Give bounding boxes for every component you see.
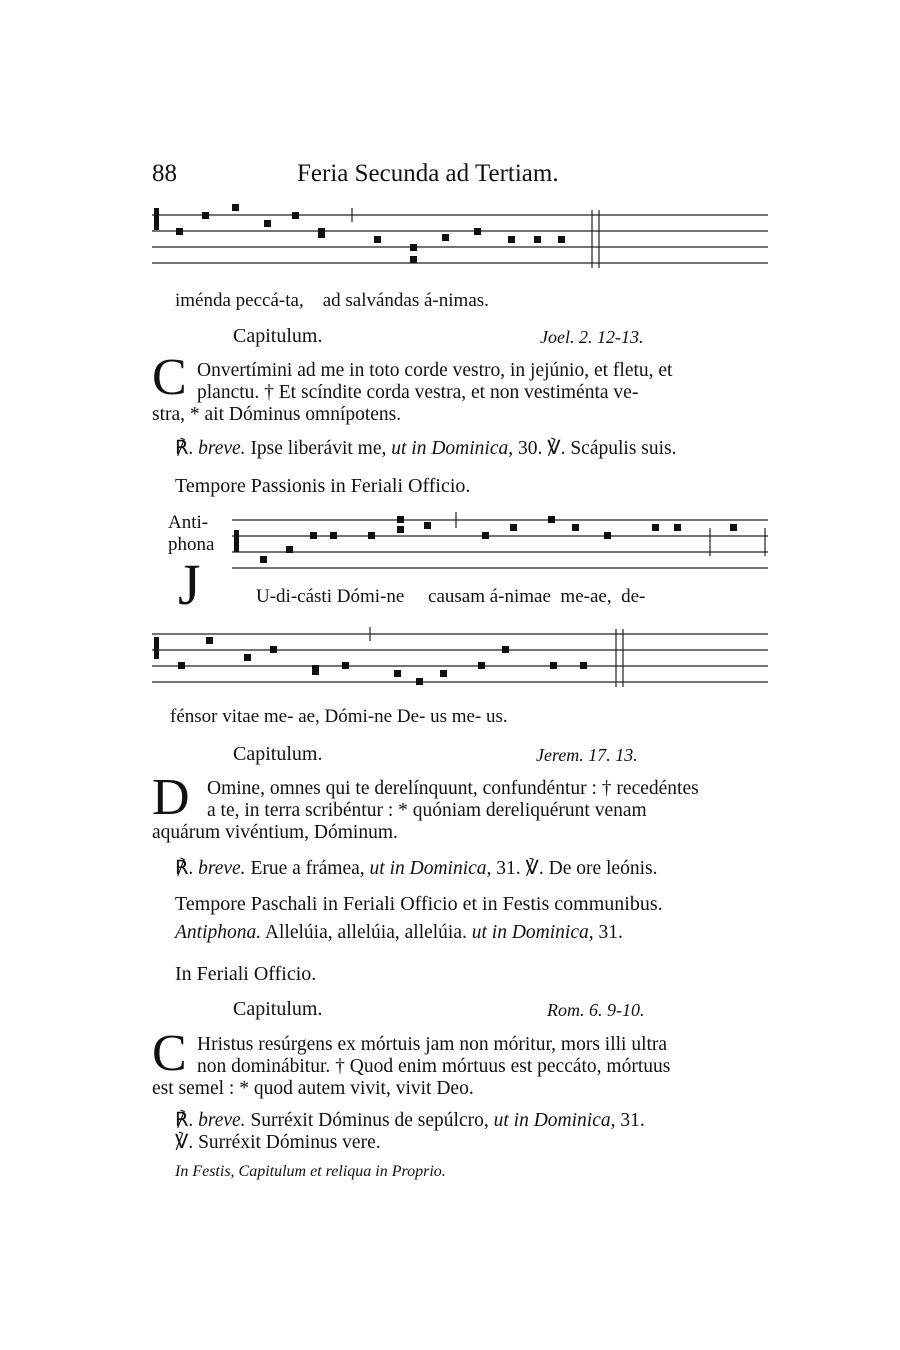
antiphona-label-line: phona: [168, 534, 215, 555]
capitulum-line: est semel : * quod autem vivit, vivit Deo.: [152, 1078, 474, 1099]
drop-capital: C: [152, 1025, 187, 1082]
responsory-after: 30. ℣. Scápulis suis.: [513, 438, 677, 459]
page-header: [152, 160, 768, 200]
responsory-breve: breve.: [198, 438, 246, 459]
responsory-italic: ut in Dominica,: [493, 1110, 616, 1131]
responsory-line: [175, 1110, 645, 1132]
responsory-after: 31.: [615, 1110, 645, 1131]
capitulum-line: Onvertímini ad me in toto corde vestro, in jejúnio, et fletu, et: [197, 360, 673, 381]
capitulum-line: Omine, omnes qui te derelínquunt, confundéntur : † recedéntes: [207, 778, 699, 799]
antiphon-lyrics-1: U-di-cásti Dómi-ne causam á-nimae me-ae, de-: [256, 586, 646, 607]
scripture-reference: Joel. 2. 12-13.: [540, 327, 644, 347]
antiphon-initial: J: [178, 552, 201, 617]
responsory-italic: ut in Dominica,: [369, 858, 492, 879]
rubric-heading: Tempore Paschali in Feriali Officio et in Festis communibus.: [175, 893, 663, 915]
drop-capital: D: [152, 769, 190, 826]
paschal-italic: ut in Dominica,: [471, 922, 594, 943]
chant-staff-2: [232, 508, 768, 580]
responsory-line: [175, 858, 657, 880]
responsory-symbol: ℟.: [175, 1110, 194, 1131]
rubric-heading: Tempore Passionis in Feriali Officio.: [175, 475, 471, 497]
paschal-antiphon-line: [175, 922, 623, 944]
responsory-symbol: ℟.: [175, 858, 194, 879]
responsory-after: 31. ℣. De ore leónis.: [491, 858, 658, 879]
responsory-italic: ut in Dominica,: [391, 438, 514, 459]
responsory-symbol: ℟.: [175, 438, 194, 459]
responsory-text: Ipse liberávit me,: [245, 438, 392, 459]
capitulum-line: non dominábitur. † Quod enim mórtuus est peccáto, mórtuus: [197, 1056, 671, 1077]
rubric-heading: In Feriali Officio.: [175, 963, 317, 985]
capitulum-heading: Capitulum.: [233, 743, 323, 765]
chant-1-lyrics: iménda peccá-ta, ad salvándas á-nimas.: [175, 290, 489, 311]
responsory-text: Surréxit Dóminus de sepúlcro,: [245, 1110, 494, 1131]
capitulum-heading: Capitulum.: [233, 325, 323, 347]
page-title: Feria Secunda ad Tertiam.: [297, 160, 559, 187]
capitulum-line: Hristus resúrgens ex mórtuis jam non móritur, mors illi ultra: [197, 1034, 668, 1055]
antiphona-label: [168, 512, 214, 556]
scripture-reference: Jerem. 17. 13.: [536, 745, 638, 765]
capitulum-line: aquárum vivéntium, Dóminum.: [152, 822, 398, 843]
paschal-after: 31.: [593, 922, 623, 943]
responsory-breve: breve.: [198, 1110, 246, 1131]
scripture-reference: Rom. 6. 9-10.: [547, 1000, 645, 1020]
antiphona-label-line: Anti-: [168, 512, 209, 533]
responsory-text: Erue a frámea,: [245, 858, 370, 879]
chant-staff-1: [152, 200, 768, 280]
antiphona-italic: Antiphona.: [175, 922, 262, 943]
capitulum-line: a te, in terra scribéntur : * quóniam dereliquérunt venam: [207, 800, 647, 821]
responsory-line: [175, 438, 677, 460]
footer-rubric: In Festis, Capitulum et reliqua in Proprio.: [175, 1163, 446, 1180]
chant-staff-3: [152, 625, 768, 697]
antiphon-lyrics-2: fénsor vitae me- ae, Dómi-ne De- us me- us.: [170, 706, 508, 727]
capitulum-heading: Capitulum.: [233, 998, 323, 1020]
page-number: 88: [152, 160, 177, 187]
capitulum-line: stra, * ait Dóminus omnípotens.: [152, 404, 402, 425]
responsory-breve: breve.: [198, 858, 246, 879]
drop-capital: C: [152, 349, 187, 406]
alleluia-text: Allelúia, allelúia, allelúia.: [261, 922, 472, 943]
capitulum-line: planctu. † Et scíndite corda vestra, et non vestiménta ve-: [197, 382, 639, 403]
versicle-line: ℣. Surréxit Dóminus vere.: [175, 1132, 381, 1153]
